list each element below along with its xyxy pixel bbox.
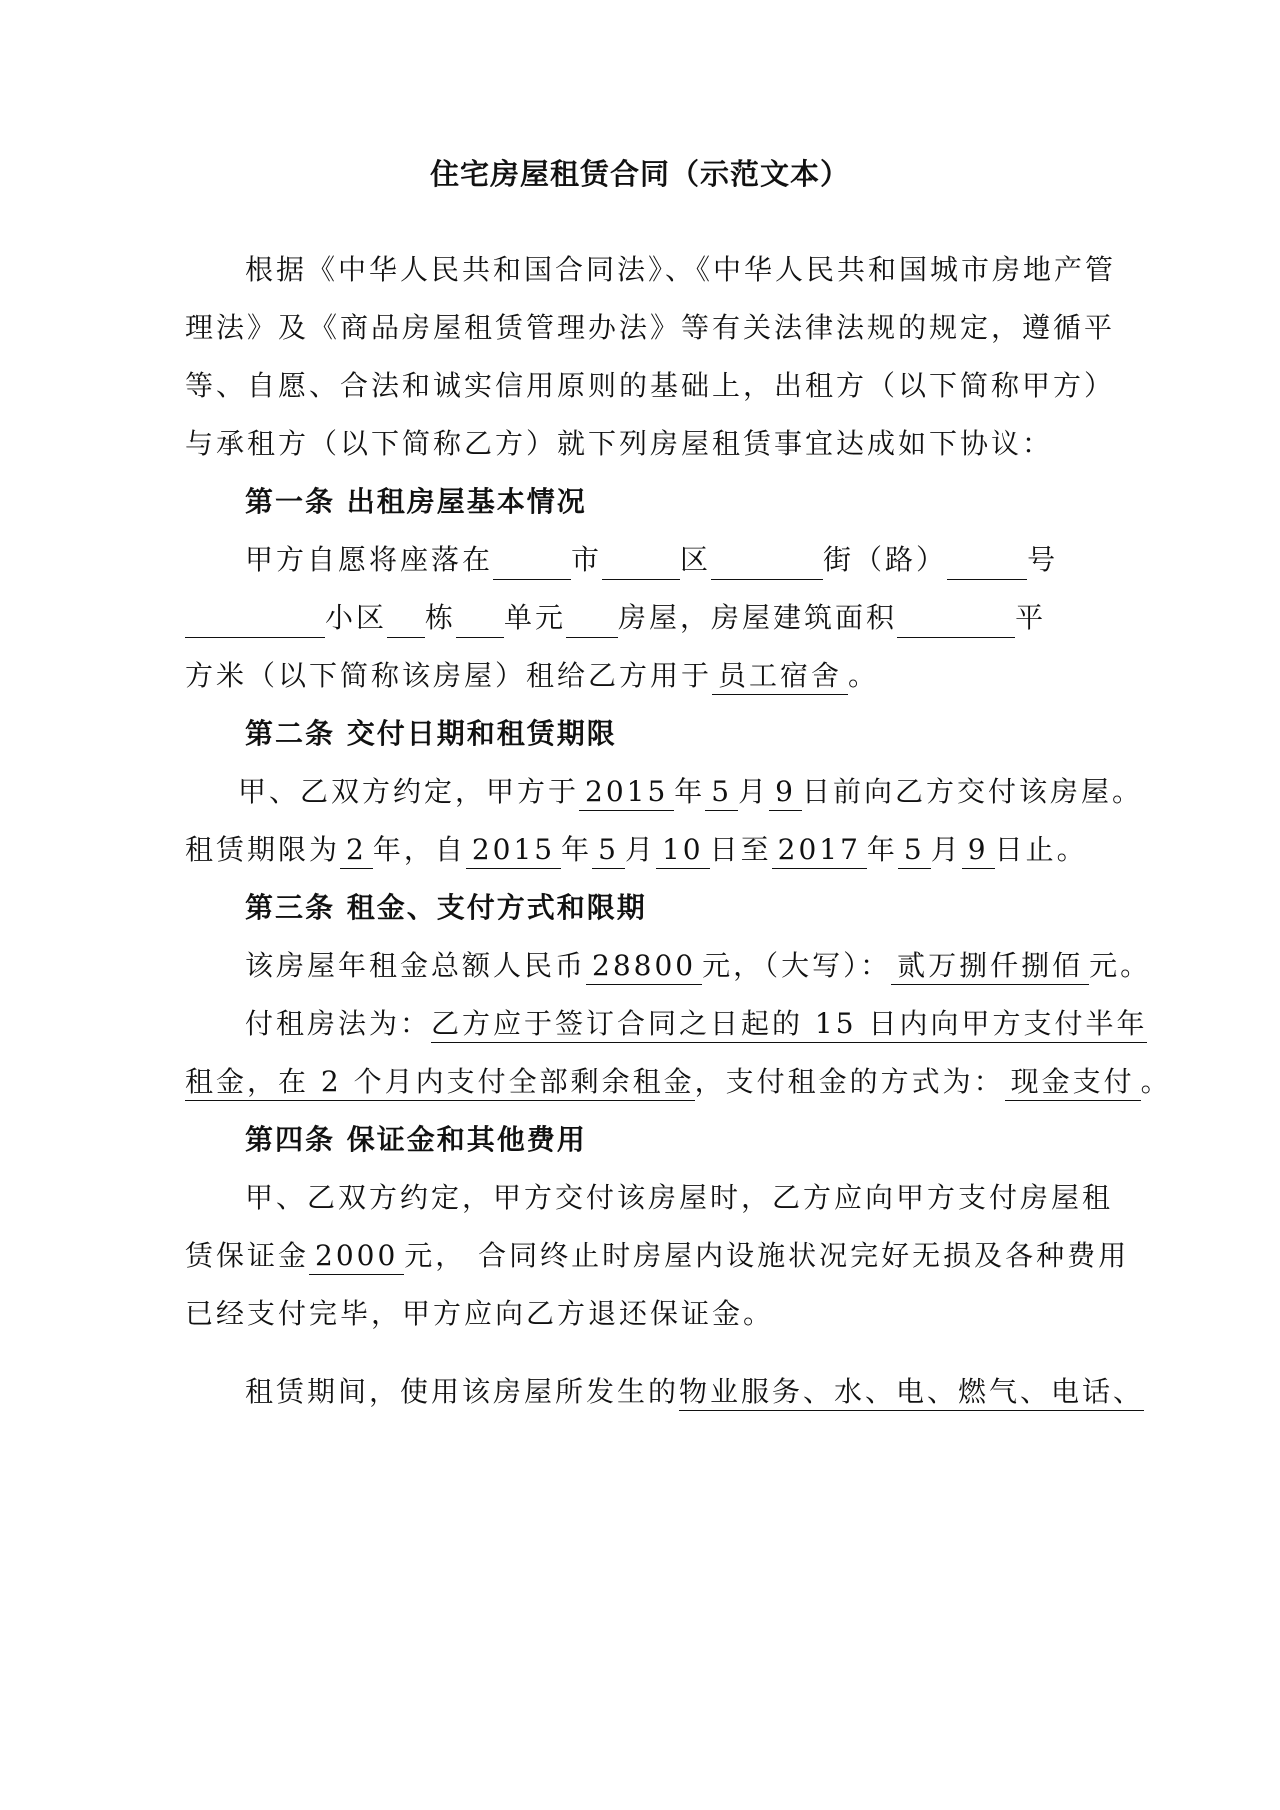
- field-deposit: 2000: [309, 1238, 404, 1275]
- text-segment: 甲方自愿将座落在: [245, 543, 494, 576]
- text-segment: 日止。: [994, 833, 1088, 866]
- text-segment: 赁保证金: [185, 1239, 310, 1272]
- preamble-line-1: 根据《中华人民共和国合同法》、《中华人民共和国城市房地产管: [245, 253, 1117, 286]
- page-title: 住宅房屋租赁合同（示范文本）: [429, 157, 850, 191]
- preamble-line-2: 理法》及《商品房屋租赁管理办法》等有关法律法规的规定，遵循平: [185, 311, 1116, 344]
- field-rent-upper: 贰万捌仟捌佰: [891, 948, 1089, 985]
- article-4-line-2: [185, 1236, 1130, 1276]
- blank-number: [947, 545, 1027, 580]
- article-3-line-3: [185, 1062, 1172, 1102]
- article-4-line-1: 甲、乙双方约定，甲方交付该房屋时，乙方应向甲方支付房屋租: [245, 1181, 1114, 1214]
- text-segment: 付租房法为：: [245, 1007, 432, 1040]
- text-segment: 元，（大写）：: [702, 949, 892, 982]
- text-segment: 日前向乙方交付该房屋。: [801, 775, 1143, 808]
- blank-street: [711, 545, 823, 580]
- article-3-heading: 第三条 租金、支付方式和限期: [245, 891, 647, 924]
- text-segment: 元。: [1089, 949, 1152, 982]
- text-segment: ，支付租金的方式为：: [694, 1065, 1005, 1098]
- text-segment: 月: [738, 775, 770, 808]
- article-4-line-3: 已经支付完毕，甲方应向乙方退还保证金。: [185, 1297, 775, 1330]
- field-pay-terms: 乙方应于签订合同之日起的 15 日内向甲方支付半年: [431, 1007, 1147, 1043]
- article-2-heading: 第二条 交付日期和租赁期限: [245, 717, 617, 750]
- text-segment: 日至: [709, 833, 772, 866]
- field-start-day: 10: [656, 832, 710, 869]
- article-3-line-1: [245, 946, 1165, 986]
- blank-community: [185, 603, 325, 638]
- text-segment: 街（路）: [823, 543, 948, 576]
- field-fees: 物业服务、水、电、燃气、电话、: [679, 1375, 1144, 1411]
- text-segment: 单元: [504, 601, 567, 634]
- preamble-line-4: 与承租方（以下简称乙方）就下列房屋租赁事宜达成如下协议：: [185, 427, 1054, 460]
- text-segment: 月: [624, 833, 656, 866]
- field-start-month: 5: [592, 832, 625, 869]
- preamble-line-3: 等、自愿、合法和诚实信用原则的基础上，出租方（以下简称甲方）: [185, 369, 1116, 402]
- article-1-heading: 第一条 出租房屋基本情况: [245, 485, 587, 518]
- article-1-line-1: [245, 540, 1165, 580]
- article-1-line-3: [185, 656, 1105, 696]
- text-segment: 区: [680, 543, 712, 576]
- article-1-line-2: [185, 598, 1105, 638]
- text-segment: 甲、乙双方约定，甲方于: [238, 775, 580, 808]
- field-term-years: 2: [340, 832, 373, 869]
- text-segment: 年: [674, 775, 706, 808]
- field-pay-terms-cont: 租金，在 2 个月内支付全部剩余租金: [185, 1065, 695, 1101]
- text-segment: 房屋，房屋建筑面积: [618, 601, 898, 634]
- field-deliver-day: 9: [769, 774, 802, 811]
- text-segment: 月: [930, 833, 962, 866]
- field-deliver-month: 5: [705, 774, 738, 811]
- field-usage: 员工宿舍: [712, 658, 848, 695]
- text-segment: 方米（以下简称该房屋）租给乙方用于: [185, 659, 713, 692]
- blank-area: [897, 603, 1015, 638]
- text-segment: 该房屋年租金总额人民币: [245, 949, 587, 982]
- text-segment: 年，自: [372, 833, 466, 866]
- blank-room: [566, 603, 618, 638]
- article-2-line-1: [238, 772, 1158, 812]
- article-4-line-4: [245, 1372, 1165, 1412]
- blank-building: [387, 603, 425, 638]
- text-segment: 小区: [325, 601, 388, 634]
- field-annual-rent: 28800: [586, 948, 702, 985]
- field-end-day: 9: [962, 832, 995, 869]
- text-segment: 号: [1027, 543, 1059, 576]
- field-pay-method: 现金支付: [1005, 1064, 1141, 1101]
- blank-unit: [456, 603, 504, 638]
- blank-city: [493, 545, 571, 580]
- blank-district: [602, 545, 680, 580]
- field-end-month: 5: [898, 832, 931, 869]
- text-segment: 元， 合同终止时房屋内设施状况完好无损及各种费用: [404, 1239, 1130, 1272]
- text-segment: 年: [866, 833, 898, 866]
- text-segment: 租赁期限为: [185, 833, 341, 866]
- article-4-heading: 第四条 保证金和其他费用: [245, 1123, 587, 1156]
- text-segment: 年: [561, 833, 593, 866]
- text-segment: 栋: [425, 601, 457, 634]
- field-end-year: 2017: [772, 832, 867, 869]
- text-segment: 市: [571, 543, 603, 576]
- text-segment: 。: [848, 659, 880, 692]
- field-deliver-year: 2015: [579, 774, 674, 811]
- article-2-line-2: [185, 830, 1105, 870]
- text-segment: 。: [1140, 1065, 1172, 1098]
- article-3-line-2: [245, 1004, 1165, 1044]
- field-start-year: 2015: [466, 832, 561, 869]
- text-segment: 平: [1015, 601, 1047, 634]
- text-segment: 租赁期间，使用该房屋所发生的: [245, 1375, 680, 1408]
